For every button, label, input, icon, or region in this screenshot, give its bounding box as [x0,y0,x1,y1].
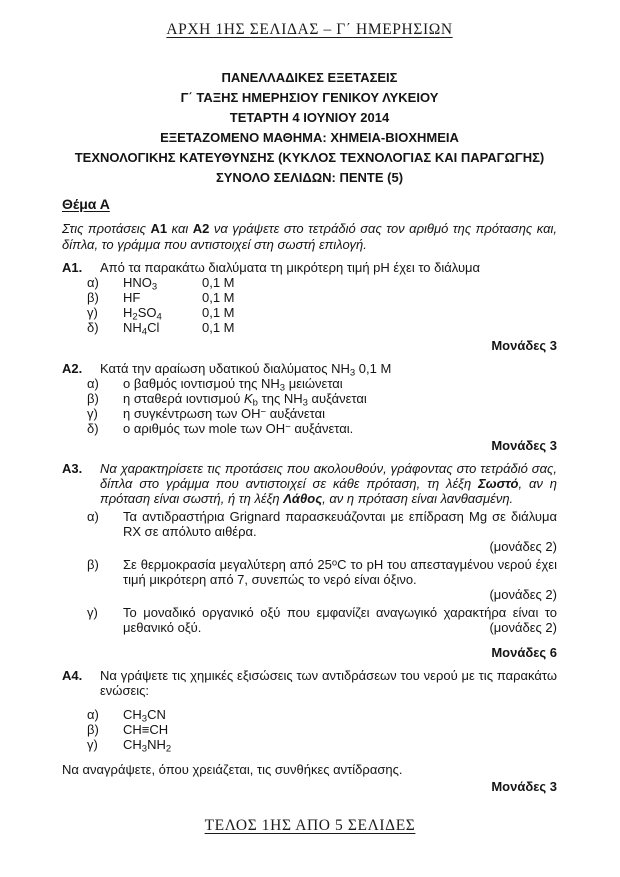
option-letter: δ) [87,420,99,436]
page-running-footer: ΤΕΛΟΣ 1ΗΣ ΑΠΟ 5 ΣΕΛΙΔΕΣ [204,817,416,834]
option-row [87,306,557,321]
title-grade: Γ΄ ΤΑΞΗΣ ΗΜΕΡΗΣΙΟΥ ΓΕΝΙΚΟΥ ΛΥΚΕΙΟΥ [180,90,439,105]
intro-paragraph: Στις προτάσεις Α1 και Α2 να γράψετε στο τετράδιό σας τον αριθμό της πρότασης και, δίπλα, το γράμμα που αντιστοιχεί στη σωστή επιλογή. [62,221,557,252]
option-formula: $CH_3CN$ [123,707,166,725]
question-a3-number: Α3. [62,461,83,476]
sub-marks-label: (μονάδες 2) [489,587,557,602]
option-concentration: 0,1 M [202,320,235,335]
title-exams: ΠΑΝΕΛΛΑΔΙΚΕΣ ΕΞΕΤΑΣΕΙΣ [221,70,398,85]
title-date: ΤΕΤΑΡΤΗ 4 ΙΟΥΝΙΟΥ 2014 [229,110,390,125]
option-concentration: 0,1 M [202,275,235,290]
option-formula: $CH_3NH_2$ [123,737,172,755]
question-a3 [62,461,557,506]
sub-marks-label: (μονάδες 2) [489,620,557,635]
option-text: ο αριθμός των mole των OH− αυξάνεται. [123,420,354,436]
question-a1 [62,260,557,275]
option-letter: α) [87,275,99,290]
question-a4-number: Α4. [62,668,83,683]
option-letter: β) [87,290,99,305]
option-letter: β) [87,390,99,406]
question-a2-options [87,377,557,437]
option-letter: β) [87,722,99,737]
sub-item-a3-gamma [87,605,557,635]
option-row [87,276,557,291]
marks-label-a1: Μονάδες 3 [491,337,557,353]
sub-item-letter: β) [87,557,99,572]
question-a2-text: Κατά την αραίωση υδατικού διαλύματος $NH_3$ 0,1 M [100,360,392,378]
option-letter: α) [87,375,99,391]
exam-title-block [62,68,557,188]
option-letter: γ) [87,405,98,421]
option-row [87,321,557,336]
option-text: η σταθερά ιοντισμού $K_b$ της $NH_3$ αυξάνεται [123,390,367,408]
option-letter: α) [87,707,99,722]
title-subject: ΕΞΕΤΑΖΟΜΕΝΟ ΜΑΘΗΜΑ: ΧΗΜΕΙΑ-ΒΙΟΧΗΜΕΙΑ [160,130,459,145]
option-letter: γ) [87,305,98,320]
marks-label-a3: Μονάδες 6 [491,645,557,660]
option-concentration: 0,1 M [202,305,235,320]
sub-item-a3-beta [87,557,557,587]
question-a3-text: Να χαρακτηρίσετε τις προτάσεις που ακολουθούν, γράφοντας στο τετράδιό σας, δίπλα στο γράμμα που αντιστοιχεί σε κάθε πρόταση, τη λέξη Σωστό, αν η πρόταση είναι σωστή, ή τη λέξη Λάθος, αν η πρόταση είναι λανθασμένη. [100,461,557,506]
option-row [87,708,557,723]
sub-item-a3-alpha [87,509,557,539]
marks-label-a4: Μονάδες 3 [491,779,557,794]
note-paragraph: Να αναγράψετε, όπου χρειάζεται, τις συνθήκες αντίδρασης. [62,761,403,777]
option-formula: $NH_4Cl$ [123,320,160,338]
marks-label-a2: Μονάδες 3 [491,438,557,453]
option-row [87,291,557,306]
option-formula: $H_2SO_4$ [123,305,162,323]
option-formula: $HNO_3$ [123,275,158,293]
question-a4 [62,668,557,698]
question-a1-options [87,276,557,336]
question-a1-text: Από τα παρακάτω διαλύματα τη μικρότερη τιμή pH έχει το διάλυμα [100,260,481,275]
question-a1-number: Α1. [62,260,83,275]
option-text: η συγκέντρωση των OH− αυξάνεται [123,405,325,421]
option-row [87,407,557,422]
sub-marks-label: (μονάδες 2) [489,539,557,554]
option-letter: δ) [87,320,99,335]
page-running-header: ΑΡΧΗ 1ΗΣ ΣΕΛΙΔΑΣ – Γ΄ ΗΜΕΡΗΣΙΩΝ [166,21,453,38]
option-text: ο βαθμός ιοντισμού της $NH_3$ μειώνεται [123,375,343,393]
option-concentration: 0,1 M [202,290,235,305]
question-a4-text: Να γράψετε τις χημικές εξισώσεις των αντιδράσεων του νερού με τις παρακάτω ενώσεις: [100,668,557,698]
option-formula: CH≡CH [123,722,169,737]
title-total-pages: ΣΥΝΟΛΟ ΣΕΛΙΔΩΝ: ΠΕΝΤΕ (5) [215,170,404,185]
question-a2-number: Α2. [62,360,83,376]
section-heading-thema-a: Θέμα Α [62,196,110,212]
title-direction: ΤΕΧΝΟΛΟΓΙΚΗΣ ΚΑΤΕΥΘΥΝΣΗΣ (ΚΥΚΛΟΣ ΤΕΧΝΟΛΟΓΙΑΣ ΚΑΙ ΠΑΡΑΓΩΓΗΣ) [74,150,545,165]
question-a2 [62,361,557,376]
option-row [87,392,557,407]
question-a4-options [87,708,557,753]
sub-item-text [123,605,557,635]
sub-item-text-content: Το μοναδικό οργανικό οξύ που εμφανίζει αναγωγικό χαρακτήρα είναι το μεθανικό οξύ. [123,605,557,635]
option-row [87,377,557,392]
sub-item-text: Σε θερμοκρασία μεγαλύτερη από 25$^o$C το pH του απεσταγμένου νερού έχει τιμή μικρότερη από 7, συνεπώς το νερό είναι όξινο. [123,557,557,587]
option-row [87,723,557,738]
option-row [87,738,557,753]
sub-item-text: Τα αντιδραστήρια Grignard παρασκευάζονται με επίδραση Mg σε διάλυμα RX σε απόλυτο αιθέρα. [123,509,557,539]
option-letter: γ) [87,737,98,752]
option-formula: HF [123,290,141,305]
option-row [87,422,557,437]
sub-item-letter: γ) [87,605,98,620]
sub-item-letter: α) [87,509,99,524]
